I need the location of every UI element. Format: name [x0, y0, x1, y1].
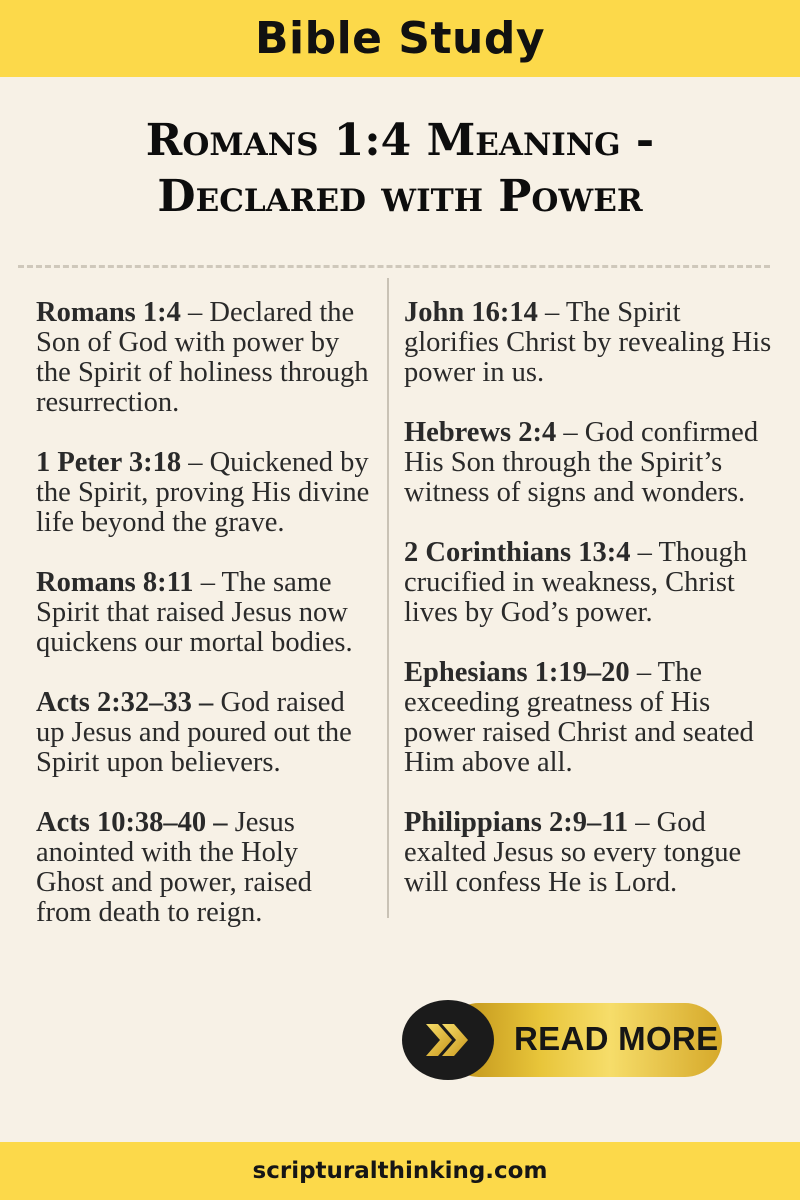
verse-summary: – Quickened by the Spirit, proving His divine life beyond the grave. [36, 447, 370, 538]
verse-entry [404, 418, 774, 508]
read-more-label[interactable]: READ MORE [514, 1020, 719, 1057]
verse-summary: God raised up Jesus and poured out the Spirit upon believers. [36, 687, 352, 778]
verse-summary: – God exalted Jesus so every tongue will confess He is Lord. [404, 807, 742, 898]
verse-reference: Philippians 2:9–11 [404, 807, 629, 838]
verse-summary: Jesus anointed with the Holy Ghost and power, raised from death to reign. [36, 807, 312, 928]
verse-entry [404, 658, 774, 778]
verse-reference: 1 Peter 3:18 [36, 447, 182, 478]
verse-entry [36, 448, 371, 538]
verse-reference: Acts 2:32–33 – [36, 687, 214, 718]
verse-reference: Hebrews 2:4 [404, 417, 557, 448]
verse-reference: Romans 8:11 [36, 567, 194, 598]
read-more-button[interactable] [402, 1000, 722, 1080]
verse-reference: John 16:14 [404, 297, 538, 328]
verse-summary: – The Spirit glorifies Christ by revealing His power in us. [404, 297, 772, 388]
verse-entry [36, 298, 371, 418]
verse-summary: – The exceeding greatness of His power raised Christ and seated Him above all. [404, 657, 754, 778]
banner-title: Bible Study [254, 13, 546, 64]
verse-reference: Acts 10:38–40 – [36, 807, 228, 838]
left-column [36, 298, 371, 958]
verse-entry [404, 538, 774, 628]
right-column [404, 298, 774, 928]
verse-entry [404, 808, 774, 898]
verse-reference: Ephesians 1:19–20 [404, 657, 630, 688]
column-divider [387, 278, 389, 918]
verse-entry [36, 568, 371, 658]
verse-reference: Romans 1:4 [36, 297, 181, 328]
page-title-line-1: Romans 1:4 Meaning - [145, 115, 655, 166]
section-divider [18, 265, 770, 268]
verse-entry [36, 688, 371, 778]
top-banner [0, 0, 800, 77]
verse-reference: 2 Corinthians 13:4 [404, 537, 631, 568]
verse-summary: – The same Spirit that raised Jesus now quickens our mortal bodies. [36, 567, 353, 658]
footer-banner [0, 1142, 800, 1200]
page-title [0, 113, 800, 225]
verse-summary: – Though crucified in weakness, Christ lives by God’s power. [404, 537, 748, 628]
verse-entry [36, 808, 371, 928]
verse-summary: – Declared the Son of God with power by the Spirit of holiness through resurrection. [36, 297, 369, 418]
read-more-icon-circle[interactable] [402, 1000, 494, 1080]
verse-entry [404, 298, 774, 388]
double-chevron-right-icon [424, 1022, 472, 1058]
footer-site-link[interactable]: scripturalthinking.com [252, 1158, 548, 1184]
page-title-line-2: Declared with Power [157, 171, 643, 222]
verse-summary: – God confirmed His Son through the Spirit’s witness of signs and wonders. [404, 417, 759, 508]
